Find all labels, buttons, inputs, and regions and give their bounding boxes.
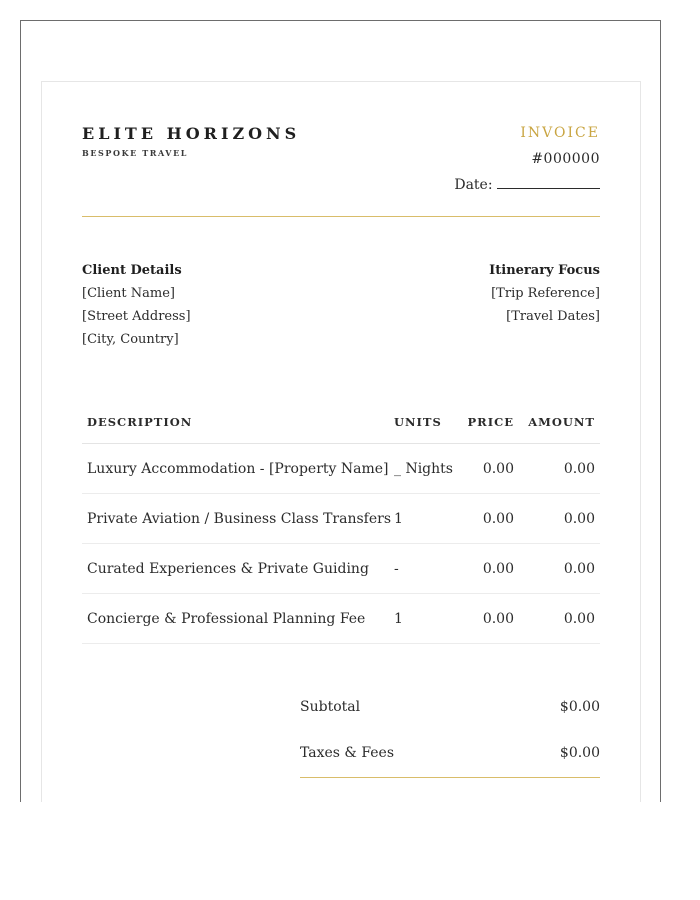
row-description: Concierge & Professional Planning Fee xyxy=(82,594,394,644)
header-units: UNITS xyxy=(394,401,458,444)
brand-tagline: BESPOKE TRAVEL xyxy=(82,148,189,158)
trip-reference: [Trip Reference] xyxy=(491,286,600,301)
totals-block xyxy=(300,697,600,778)
brand-name: ELITE HORIZONS xyxy=(82,124,301,143)
client-name: [Client Name] xyxy=(82,286,175,301)
client-street: [Street Address] xyxy=(82,309,191,324)
itinerary-heading: Itinerary Focus xyxy=(489,263,600,278)
invoice-date xyxy=(454,176,600,194)
client-heading: Client Details xyxy=(82,263,182,278)
table-row xyxy=(82,544,600,594)
row-description: Private Aviation / Business Class Transfers xyxy=(82,494,394,544)
header-divider xyxy=(82,216,600,217)
table-row xyxy=(82,494,600,544)
table-row xyxy=(82,594,600,644)
row-units: 1 xyxy=(394,494,458,544)
row-price: 0.00 xyxy=(458,594,514,644)
row-description: Luxury Accommodation - [Property Name] xyxy=(82,444,394,494)
client-details xyxy=(82,259,191,351)
date-blank-line xyxy=(497,176,600,189)
table-header-row xyxy=(82,401,600,444)
invoice-title: INVOICE xyxy=(520,125,600,141)
invoice-number: #000000 xyxy=(531,151,600,167)
taxes-label: Taxes & Fees xyxy=(300,745,395,761)
row-amount: 0.00 xyxy=(514,594,600,644)
taxes-row xyxy=(300,743,600,789)
row-amount: 0.00 xyxy=(514,544,600,594)
header-amount: AMOUNT xyxy=(514,401,600,444)
row-units: - xyxy=(394,544,458,594)
row-units: _ Nights xyxy=(394,444,458,494)
client-city: [City, Country] xyxy=(82,332,179,347)
row-amount: 0.00 xyxy=(514,444,600,494)
date-label: Date: xyxy=(454,177,493,193)
taxes-value: $0.00 xyxy=(559,745,600,761)
subtotal-row xyxy=(300,697,600,743)
row-price: 0.00 xyxy=(458,444,514,494)
subtotal-value: $0.00 xyxy=(559,699,600,715)
line-items-table xyxy=(82,401,600,644)
itinerary-focus xyxy=(489,259,600,328)
row-amount: 0.00 xyxy=(514,494,600,544)
travel-dates: [Travel Dates] xyxy=(506,309,600,324)
header-description: DESCRIPTION xyxy=(82,401,394,444)
brand-block xyxy=(82,124,300,158)
subtotal-label: Subtotal xyxy=(300,699,361,715)
row-description: Curated Experiences & Private Guiding xyxy=(82,544,394,594)
row-units: 1 xyxy=(394,594,458,644)
table-row xyxy=(82,444,600,494)
row-price: 0.00 xyxy=(458,544,514,594)
invoice-header xyxy=(454,124,600,194)
row-price: 0.00 xyxy=(458,494,514,544)
header-price: PRICE xyxy=(458,401,514,444)
